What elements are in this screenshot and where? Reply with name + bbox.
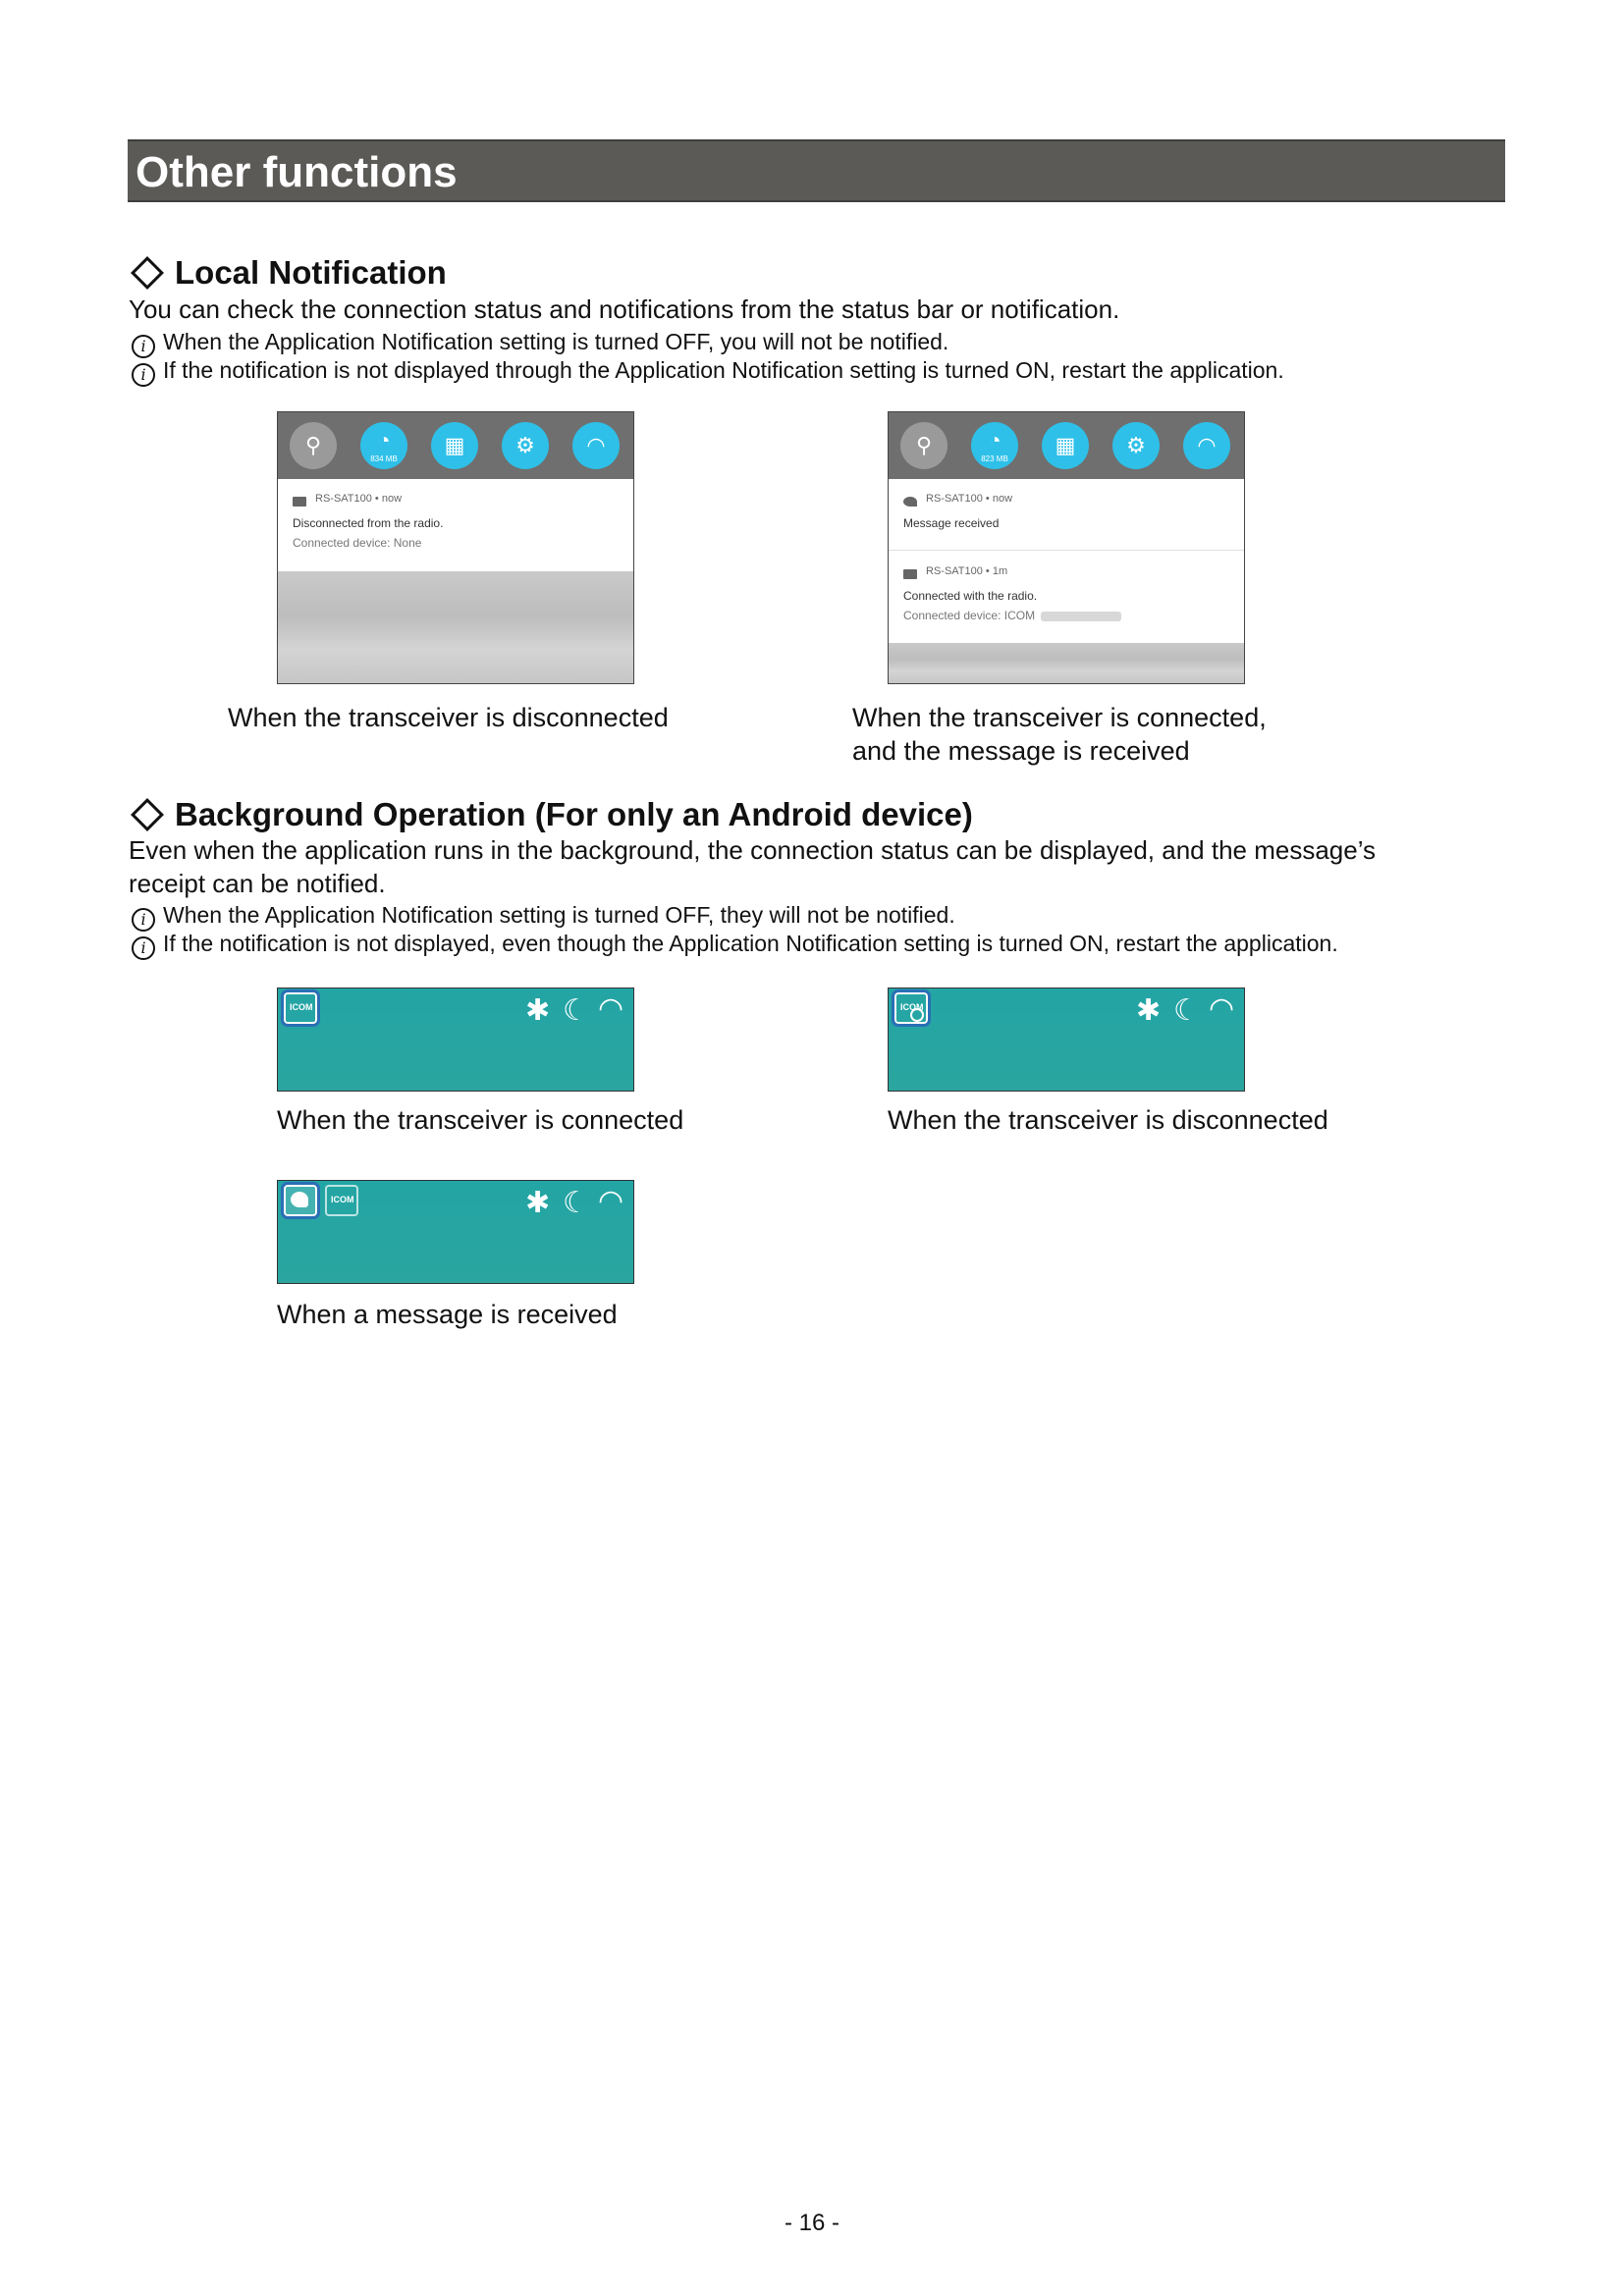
message-app-icon (903, 497, 917, 507)
background-note-2 (129, 929, 1338, 960)
background-body-line2: receipt can be notified. (129, 869, 386, 898)
heading-text: Background Operation (For only an Android device) (175, 796, 973, 832)
connection-app-line[interactable]: RS-SAT100 • 1m (926, 565, 1008, 577)
settings-icon[interactable]: ⚙ (502, 422, 549, 469)
quick-settings-bar (889, 412, 1244, 479)
info-icon: i (132, 363, 155, 387)
storage-label: 834 MB (370, 454, 398, 463)
caption-statusbar-connected: When the transceiver is connected (277, 1105, 684, 1135)
moon-icon: ☾ (563, 1187, 589, 1219)
wifi-icon[interactable]: ◠ (1183, 422, 1230, 469)
heading-text: Local Notification (175, 254, 447, 291)
quick-settings-bar (278, 412, 633, 479)
statusbar-shot-connected (277, 988, 634, 1092)
info-icon: i (132, 908, 155, 932)
info-icon: i (132, 936, 155, 960)
flashlight-icon[interactable]: ⚲ (900, 422, 947, 469)
statusbar-shot-disconnected (888, 988, 1245, 1092)
radio-app-icon (293, 497, 306, 507)
moon-icon: ☾ (1173, 994, 1200, 1027)
note-text: If the notification is not displayed, even though the Application Notification setting is turned ON, restart the application. (163, 931, 1338, 956)
caption-disconnected: When the transceiver is disconnected (228, 703, 669, 732)
note-text: When the Application Notification setting is turned OFF, they will not be notified. (163, 902, 955, 928)
notification-shot-disconnected (277, 411, 634, 684)
connection-sub-text: Connected device: ICOM (903, 609, 1036, 622)
transceiver-connected-icon (325, 1185, 358, 1216)
transceiver-disconnected-icon (894, 992, 928, 1024)
wifi-icon: ◠ (1209, 992, 1235, 1025)
connection-sub (903, 609, 1121, 622)
caption-connected-line1: When the transceiver is connected, (852, 703, 1267, 732)
bluetooth-icon: ✱ (525, 1187, 551, 1219)
local-notification-body: You can check the connection status and notifications from the status bar or notification. (129, 294, 1120, 324)
background-note-1 (129, 900, 955, 932)
blurred-device-id (1041, 612, 1121, 621)
flashlight-icon[interactable]: ⚲ (290, 422, 337, 469)
caption-connected-line2: and the message is received (852, 736, 1190, 766)
wifi-icon: ◠ (598, 992, 624, 1025)
notification-sub: Connected device: None (293, 536, 422, 550)
note-text: If the notification is not displayed through the Application Notification setting is turned ON, restart the application. (163, 357, 1284, 383)
local-notification-heading (128, 253, 447, 293)
message-title[interactable]: Message received (903, 516, 1000, 530)
note-text: When the Application Notification setting is turned OFF, you will not be notified. (163, 329, 949, 354)
info-icon: i (132, 335, 155, 358)
blurred-background (889, 643, 1244, 683)
message-bubble-icon (291, 1192, 308, 1207)
section-title: Other functions (135, 148, 458, 196)
bluetooth-icon: ✱ (1136, 994, 1162, 1027)
wifi-icon: ◠ (598, 1185, 624, 1217)
moon-icon: ☾ (563, 994, 589, 1027)
local-note-1 (129, 327, 948, 358)
calculator-icon[interactable]: ▦ (431, 422, 478, 469)
diamond-bullet-icon (131, 256, 164, 290)
calculator-icon[interactable]: ▦ (1042, 422, 1089, 469)
caption-statusbar-message: When a message is received (277, 1300, 618, 1329)
divider (889, 550, 1244, 551)
diamond-bullet-icon (131, 798, 164, 831)
background-body-line1: Even when the application runs in the background, the connection status can be displayed, and the message’s (129, 835, 1377, 865)
data-usage-icon[interactable]: ◔ 834 MB (360, 422, 407, 469)
notification-card-list (889, 479, 1244, 641)
notification-card[interactable] (278, 479, 633, 569)
message-app-line[interactable]: RS-SAT100 • now (926, 493, 1013, 505)
transceiver-connected-icon (284, 992, 317, 1024)
prohibit-icon (910, 1008, 924, 1022)
notification-title: Disconnected from the radio. (293, 516, 444, 530)
caption-statusbar-disconnected: When the transceiver is disconnected (888, 1105, 1328, 1135)
wifi-icon[interactable]: ◠ (572, 422, 620, 469)
storage-label: 823 MB (981, 454, 1008, 463)
local-note-2 (129, 355, 1284, 387)
statusbar-shot-message (277, 1180, 634, 1284)
page-number: - 16 - (784, 2210, 839, 2236)
background-operation-heading (128, 795, 973, 834)
connection-title[interactable]: Connected with the radio. (903, 589, 1038, 603)
message-received-icon (284, 1185, 317, 1216)
icom-label: ICOM (331, 1195, 354, 1204)
settings-icon[interactable]: ⚙ (1112, 422, 1160, 469)
notification-shot-connected (888, 411, 1245, 684)
section-title-bar (128, 139, 1505, 202)
blurred-background (278, 571, 633, 683)
icom-label: ICOM (900, 1002, 924, 1012)
data-usage-icon[interactable]: ◔ 823 MB (971, 422, 1018, 469)
icom-label: ICOM (290, 1002, 313, 1012)
bluetooth-icon: ✱ (525, 994, 551, 1027)
radio-app-icon (903, 569, 917, 579)
notification-app-line: RS-SAT100 • now (315, 493, 403, 505)
